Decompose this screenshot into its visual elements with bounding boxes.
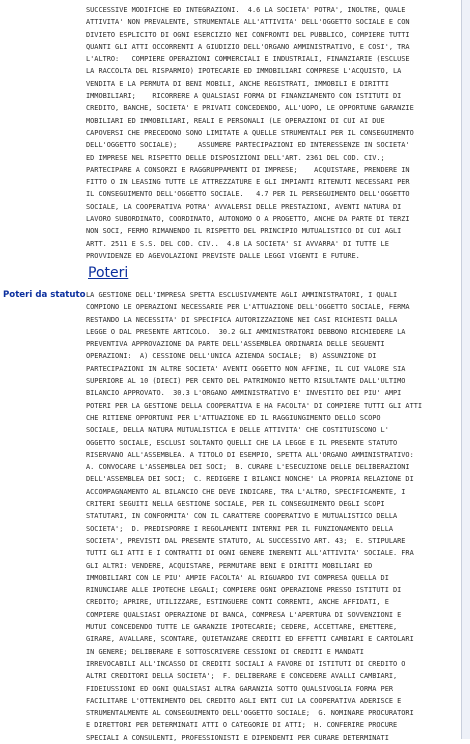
text-line: RESTANDO LA NECESSITA' DI SPECIFICA AUTORIZZAZIONE NEI CASI RICHIESTI DALLA — [86, 315, 398, 324]
text-line: DELL'OGGETTO SOCIALE); ASSUMERE PARTECIPAZIONI ED INTERESSENZE IN SOCIETA' — [86, 141, 410, 150]
text-line: A. CONVOCARE L'ASSEMBLEA DEI SOCI; B. CURARE L'ESECUZIONE DELLE DELIBERAZIONI — [86, 463, 410, 472]
text-line: ARTT. 2511 E S.S. DEL COD. CIV.. 4.8 LA SOCIETA' SI AVVARRA' DI TUTTE LE — [86, 239, 389, 248]
text-line: E DIRETTORI PER DETERMINATI ATTI O CATEGORIE DI ATTI; H. CONFERIRE PROCURE — [86, 721, 398, 730]
text-line: IL CONSEGUIMENTO DELL'OGGETTO SOCIALE. 4.7 PER IL PERSEGUIMENTO DELL'OGGETTO — [86, 190, 410, 199]
text-line: OPERAZIONI: A) CESSIONE DELL'UNICA AZIENDA SOCIALE; B) ASSUNZIONE DI — [86, 352, 377, 361]
text-line: PROVVIDENZE ED AGEVOLAZIONI PREVISTE DALLE LEGGI VIGENTI E FUTURE. — [86, 251, 360, 260]
text-line: DELL'ASSEMBLEA DEI SOCI; C. REDIGERE I BILANCI NONCHE' LA PROPRIA RELAZIONE DI — [86, 475, 414, 484]
text-line: FIDEIUSSIONI ED OGNI QUALSIASI ALTRA GARANZIA SOTTO QUALSIVOGLIA FORMA PER — [86, 684, 393, 693]
text-line: SOCIETA', PREVISTI DAL PRESENTE STATUTO, AL SUCCESSIVO ART. 43; E. STIPULARE — [86, 536, 406, 545]
text-line: SOCIETA'; D. PREDISPORRE I REGOLAMENTI INTERNI PER IL FUNZIONAMENTO DELLA — [86, 524, 393, 533]
text-line: IMMOBILIARI CON LE PIU' AMPIE FACOLTA' AL RIGUARDO IVI COMPRESA QUELLA DI — [86, 573, 389, 582]
text-line: MOBILIARI ED IMMOBILIARI, REALI E PERSONALI (LE OPERAZIONI DI CUI AI DUE — [86, 116, 385, 125]
text-line: ATTIVITA' NON PREVALENTE, STRUMENTALE ALL'ATTIVITA' DELL'OGGETTO SOCIALE E CON — [86, 18, 410, 27]
text-line: LAVORO SUBORDINATO, COORDINATO, AUTONOMO O A PROGETTO, ANCHE DA PARTE DI TERZI — [86, 215, 410, 224]
text-line: FITTO O IN LEASING TUTTE LE ATTREZZATURE E GLI IMPIANTI RITENUTI NECESSARI PER — [86, 178, 410, 187]
text-line: RINUNCIARE ALLE IPOTECHE LEGALI; COMPIERE OGNI OPERAZIONE PRESSO ISTITUTI DI — [86, 586, 402, 595]
text-line: STATUTARI, IN CONFORMITA' CON IL CARATTERE COOPERATIVO E MUTUALISTICO DELLA — [86, 512, 398, 521]
oggetto-sociale-text — [86, 4, 463, 262]
text-line: LEGGE O DAL PRESENTE ARTICOLO. 30.2 GLI AMMINISTRATORI DEBBONO RICHIEDERE LA — [86, 327, 406, 336]
text-line: SUCCESSIVE MODIFICHE ED INTEGRAZIONI. 4.6 LA SOCIETA' POTRA', INOLTRE, QUALE — [86, 6, 406, 14]
text-line: GLI ALTRI: VENDERE, ACQUISTARE, PERMUTARE BENI E DIRITTI MOBILIARI ED — [86, 561, 373, 570]
text-line: COMPIONO LE OPERAZIONI NECESSARIE PER L'ATTUAZIONE DELL'OGGETTO SOCIALE, FERMA — [86, 303, 410, 312]
text-line: POTERI PER LA GESTIONE DELLA COOPERATIVA E HA FACOLTA' DI COMPIERE TUTTI GLI ATTI — [86, 401, 423, 410]
text-line: IMMOBILIARI; RICORRERE A QUALSIASI FORMA DI FINANZIAMENTO CON ISTITUTI DI — [86, 92, 402, 101]
text-line: PARTECIPARE A CONSORZI E RAGGRUPPAMENTI DI IMPRESE; ACQUISTARE, PRENDERE IN — [86, 165, 410, 174]
text-line: IRREVOCABILI ALL'INCASSO DI CREDITI SOCIALI A FAVORE DI ISTITUTI DI CREDITO O — [86, 659, 406, 668]
text-line: QUANTI GLI ATTI OCCORRENTI A GIUDIZIO DELL'ORGANO AMMINISTRATIVO, E COSI', TRA — [86, 42, 410, 51]
text-line: GIRARE, AVALLARE, SCONTARE, QUIETANZARE CREDITI ED EFFETTI CAMBIARI E CARTOLARI — [86, 635, 414, 644]
text-line: CAPOVERSI CHE PRECEDONO SONO LIMITATE A QUELLE STRUMENTALI PER IL CONSEGUIMENTO — [86, 128, 414, 137]
text-line: ED IMPRESE NEL RISPETTO DELLE DISPOSIZIONI DELL'ART. 2361 DEL COD. CIV.; — [86, 153, 385, 162]
text-line: ALTRI CREDITORI DELLA SOCIETA'; F. DELIBERARE E CONCEDERE AVALLI CAMBIARI, — [86, 672, 398, 681]
text-line: L'ALTRO: COMPIERE OPERAZIONI COMMERCIALI E INDUSTRIALI, FINANZIARIE (ESCLUSE — [86, 55, 410, 64]
text-line: OGGETTO SOCIALE, ESCLUSI SOLTANTO QUELLI CHE LA LEGGE E IL PRESENTE STATUTO — [86, 438, 398, 447]
text-line: STRUMENTALMENTE AL CONSEGUIMENTO DELL'OGGETTO SOCIALE; G. NOMINARE PROCURATORI — [86, 709, 414, 718]
text-line: DIVIETO ESPLICITO DI OGNI ESERCIZIO NEI CONFRONTI DEL PUBBLICO, COMPIERE TUTTI — [86, 30, 410, 39]
text-line: CREDITO; APRIRE, UTILIZZARE, ESTINGUERE CONTI CORRENTI, ANCHE AFFIDATI, E — [86, 598, 389, 607]
text-line: CHE RITIENE OPPORTUNI PER L'ATTUAZIONE ED IL RAGGIUNGIMENTO DELLO SCOPO — [86, 413, 381, 422]
text-line: TUTTI GLI ATTI E I CONTRATTI DI OGNI GENERE INERENTI ALL'ATTIVITA' SOCIALE. FRA — [86, 549, 414, 558]
text-line: PREVENTIVA APPROVAZIONE DA PARTE DELL'ASSEMBLEA ORDINARIA DELLE SEGUENTI — [86, 340, 385, 349]
text-line: NON SOCI, FERMO RIMANENDO IL RISPETTO DEL PRINCIPIO MUTUALISTICO DI CUI AGLI — [86, 227, 402, 236]
text-line: COMPIERE QUALSIASI OPERAZIONE DI BANCA, COMPRESA L'APERTURA DI SOVVENZIONI E — [86, 610, 402, 619]
text-line: LA GESTIONE DELL'IMPRESA SPETTA ESCLUSIVAMENTE AGLI AMMINISTRATORI, I QUALI — [86, 291, 398, 299]
text-line: SOCIALE, DELLA NATURA MUTUALISTICA E DELLE ATTIVITA' CHE COSTITUISCONO L' — [86, 426, 389, 435]
text-line: FACILITARE L'OTTENIMENTO DEL CREDITO AGLI ENTI CUI LA COOPERATIVA ADERISCE E — [86, 696, 402, 705]
text-line: CREDITO, BANCHE, SOCIETA' E PRIVATI CONCEDENDO, ALL'UOPO, LE OPPORTUNE GARANZIE — [86, 104, 414, 113]
text-line: PARTECIPAZIONI IN ALTRE SOCIETA' AVENTI OGGETTO NON AFFINE, IL CUI VALORE SIA — [86, 364, 406, 373]
text-line: ACCOMPAGNAMENTO AL BILANCIO CHE DEVE INDICARE, TRA L'ALTRO, SPECIFICAMENTE, I — [86, 487, 406, 496]
poteri-da-statuto-label: Poteri da statuto — [3, 290, 86, 300]
text-line: IN GENERE; DELIBERARE E SOTTOSCRIVERE CESSIONI DI CREDITI E MANDATI — [86, 647, 364, 656]
text-line: MUTUI CONCEDENDO TUTTE LE GARANZIE IPOTECARIE; CEDERE, ACCETTARE, EMETTERE, — [86, 623, 398, 632]
text-line: CRITERI SEGUITI NELLA GESTIONE SOCIALE, PER IL CONSEGUIMENTO DEGLI SCOPI — [86, 500, 385, 509]
section-heading-poteri: Poteri — [88, 265, 129, 281]
text-line: RISERVANO ALL'ASSEMBLEA. A TITOLO DI ESEMPIO, SPETTA ALL'ORGANO AMMINISTRATIVO: — [86, 450, 414, 459]
text-line: VENDITA E LA PERMUTA DI BENI MOBILI, ANCHE REGISTRATI, IMMOBILI E DIRITTI — [86, 79, 389, 88]
text-line: SOCIALE, LA COOPERATIVA POTRA' AVVALERSI DELLE PRESTAZIONI, AVENTI NATURA DI — [86, 202, 402, 211]
text-line: SUPERIORE AL 10 (DIECI) PER CENTO DEL PATRIMONIO NETTO RISULTANTE DALL'ULTIMO — [86, 377, 406, 386]
poteri-da-statuto-text — [86, 289, 463, 744]
text-line: SPECIALI A CONSULENTI, PROFESSIONISTI E DIPENDENTI PER CURARE DETERMINATI — [86, 733, 389, 742]
text-line: BILANCIO APPROVATO. 30.3 L'ORGANO AMMINISTRATIVO E' INVESTITO DEI PIU' AMPI — [86, 389, 402, 398]
text-line: LA RACCOLTA DEL RISPARMIO) IPOTECARIE ED IMMOBILIARI COMPRESE L'ACQUISTO, LA — [86, 67, 402, 76]
